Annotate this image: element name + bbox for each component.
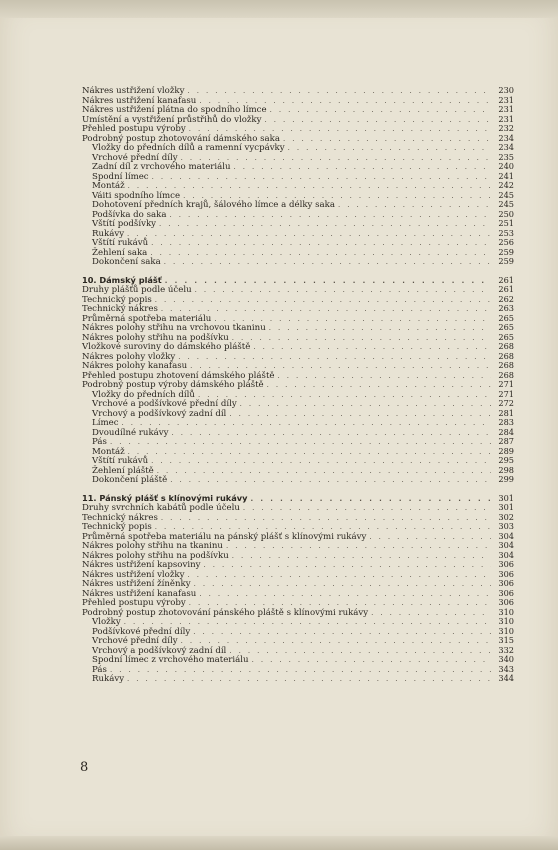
toc-entry-page: 303: [498, 521, 514, 531]
toc-entry: [82, 323, 514, 333]
toc-entry: [82, 105, 514, 115]
toc-entry-title: Nákres polohy vložky: [82, 351, 176, 362]
toc-entry: [82, 257, 514, 267]
toc-entry-title: Technický nákres: [82, 512, 158, 523]
toc-entry-page: 299: [498, 474, 514, 484]
toc-entry: [82, 608, 514, 618]
toc-entry: [82, 181, 514, 191]
toc-entry-title: Nákres ustřižení vložky: [82, 86, 185, 96]
page-top-edge: [0, 0, 558, 18]
toc-entry-title: Nákres ustřižení žíněnky: [82, 579, 191, 589]
toc-entry-page: 310: [498, 606, 514, 617]
toc-entry-page: 301: [498, 502, 514, 512]
toc-entry: [82, 466, 514, 476]
toc-entry-page: 256: [498, 237, 514, 247]
toc-entry-page: 343: [498, 663, 514, 674]
toc-entry: [82, 342, 514, 352]
toc-entry-page: 259: [498, 256, 514, 266]
toc-entry: [82, 248, 514, 258]
toc-entry: [82, 200, 514, 210]
toc-entry-title: Technický nákres: [82, 304, 158, 314]
toc-entry-title: Spodní límec z vrchového materiálu: [92, 655, 249, 665]
toc-entry-title: Pás: [92, 437, 107, 447]
toc-entry: [82, 285, 514, 295]
toc-entry-page: 262: [498, 293, 514, 304]
toc-entry-page: 268: [498, 369, 514, 380]
toc-entry-page: 259: [498, 246, 514, 257]
toc-entry: [82, 570, 514, 580]
toc-entry: [82, 447, 514, 457]
toc-entry-title: Nákres polohy střihu na vrchovou tkaninu: [82, 323, 266, 333]
toc-entry-title: Montáž: [92, 181, 125, 191]
toc-entry: [82, 617, 514, 627]
toc-entry: [82, 219, 514, 229]
toc-entry-page: 283: [498, 417, 514, 427]
toc-entry: [82, 541, 514, 551]
toc-entry-page: 231: [498, 104, 514, 114]
toc-entry: [82, 627, 514, 637]
toc-entry-title: Dvoudílné rukávy: [92, 427, 169, 438]
toc-entry-title: Nákres ustřižení kanafasu: [82, 588, 197, 599]
toc-entry: [82, 503, 514, 513]
toc-entry: [82, 428, 514, 438]
toc-entry-page: 261: [498, 284, 514, 294]
toc-entry-title: Nákres ustřižení plátna do spodního límce: [82, 105, 267, 115]
toc-entry-title: Vrchové přední díly: [92, 636, 178, 646]
toc-entry-title: Vložky do předních dílů a ramenní vycpávky: [92, 143, 285, 153]
toc-entry-title: Vštítí rukávů: [92, 456, 149, 466]
toc-entry-page: 304: [498, 549, 514, 560]
toc-entry: [82, 134, 514, 144]
toc-entry-page: 268: [498, 360, 514, 370]
toc-entry-title: Přehled postupu zhotovení dámského pláště: [82, 370, 275, 381]
toc-entry: [82, 646, 514, 656]
toc-entry-title: Dokončení pláště: [92, 475, 168, 485]
toc-entry-page: 306: [498, 578, 514, 588]
toc-entry: [82, 371, 514, 381]
toc-entry-title: Nákres polohy kanafasu: [82, 361, 188, 371]
toc-entry-page: 268: [498, 341, 514, 351]
toc-entry-title: Vložky do předních dílů: [92, 389, 195, 400]
toc-entry-page: 271: [498, 388, 514, 399]
toc-entry-page: 287: [498, 436, 514, 446]
toc-entry-page: 332: [498, 644, 514, 655]
toc-entry-title: Nákres ustřižení kanafasu: [82, 95, 197, 106]
toc-entry-page: 304: [498, 530, 514, 541]
toc-entry-title: Dokončení saka: [92, 257, 161, 267]
toc-entry-title: 10. Dámský plášť: [82, 274, 162, 285]
toc-entry: [82, 304, 514, 314]
toc-entry-page: 310: [498, 625, 514, 636]
toc-entry-page: 304: [498, 540, 514, 550]
toc-entry: [82, 551, 514, 561]
toc-entry-page: 240: [498, 161, 514, 171]
toc-entry: [82, 674, 514, 684]
toc-entry-page: 289: [498, 445, 514, 456]
toc-entry: [82, 579, 514, 589]
toc-entry: [82, 456, 514, 466]
table-of-contents: [82, 86, 514, 684]
toc-entry-page: 306: [498, 597, 514, 607]
dot-leader: [164, 258, 491, 268]
toc-entry-title: Zadní díl z vrchového materiálu: [92, 162, 231, 172]
toc-entry: [82, 172, 514, 182]
toc-entry: [82, 361, 514, 371]
dot-leader: [127, 675, 491, 685]
toc-entry: [82, 475, 514, 485]
toc-entry-page: 272: [498, 398, 514, 408]
toc-entry-title: Vložky: [92, 617, 121, 627]
toc-entry: [82, 655, 514, 665]
toc-entry-title: Vrchový a podšívkový zadní díl: [92, 408, 227, 419]
toc-entry-page: 310: [498, 616, 514, 626]
toc-entry-page: 265: [498, 312, 514, 323]
toc-entry: [82, 560, 514, 570]
toc-entry: [82, 143, 514, 153]
toc-entry-page: 261: [498, 274, 514, 285]
toc-entry: [82, 229, 514, 239]
toc-entry-title: Přehled postupu výroby: [82, 598, 186, 608]
toc-entry-page: 281: [498, 407, 514, 418]
toc-entry-title: Vrchový a podšívkový zadní díl: [92, 645, 227, 656]
toc-entry: [82, 399, 514, 409]
toc-entry-title: Nákres ustřižení vložky: [82, 569, 185, 580]
toc-entry-title: Technický popis: [82, 522, 152, 532]
toc-entry-title: Pás: [92, 664, 107, 675]
toc-entry-page: 265: [498, 322, 514, 332]
toc-entry-page: 241: [498, 170, 514, 181]
toc-entry-page: 251: [498, 218, 514, 228]
toc-entry-page: 306: [498, 568, 514, 579]
toc-entry: [82, 390, 514, 400]
toc-entry-title: Podšívkové přední díly: [92, 626, 191, 637]
toc-entry-title: Spodní límec: [92, 171, 149, 182]
toc-entry-page: 302: [498, 511, 514, 522]
toc-entry-title: Přehled postupu výroby: [82, 124, 186, 134]
toc-entry: [82, 513, 514, 523]
toc-entry: [82, 115, 514, 125]
toc-entry-page: 268: [498, 350, 514, 361]
toc-entry: [82, 333, 514, 343]
toc-entry: [82, 238, 514, 248]
page-number: 8: [80, 760, 89, 775]
toc-entry-page: 242: [498, 180, 514, 190]
toc-entry-title: Dohotovení předních krajů, šálového límce a délky saka: [92, 200, 335, 210]
toc-entry-page: 298: [498, 464, 514, 475]
toc-entry: [82, 522, 514, 532]
toc-entry-page: 344: [498, 673, 514, 683]
toc-entry-page: 340: [498, 654, 514, 664]
toc-entry: [82, 636, 514, 646]
toc-entry: [82, 589, 514, 599]
toc-entry-page: 253: [498, 227, 514, 238]
toc-entry-page: 271: [498, 379, 514, 389]
toc-entry-page: 295: [498, 455, 514, 465]
toc-entry-title: Umístění a vystřižení průstřihů do vložky: [82, 114, 262, 125]
toc-entry-page: 230: [498, 85, 514, 95]
toc-entry-page: 284: [498, 426, 514, 437]
toc-entry-title: Technický popis: [82, 294, 152, 305]
toc-entry: [82, 314, 514, 324]
toc-entry-title: Nákres polohy střihu na podšívku: [82, 332, 229, 343]
toc-entry-title: Nákres ustřižení kapsoviny: [82, 560, 201, 570]
toc-entry-page: 315: [498, 635, 514, 645]
toc-entry-title: 11. Pánský plášť s klínovými rukávy: [82, 492, 248, 503]
toc-entry-page: 245: [498, 199, 514, 209]
toc-entry: [82, 162, 514, 172]
toc-entry-title: Průměrná spotřeba materiálu: [82, 313, 212, 324]
toc-entry-title: Nákres polohy střihu na tkaninu: [82, 541, 223, 551]
toc-entry: [82, 96, 514, 106]
toc-entry: [82, 191, 514, 201]
toc-entry-page: 234: [498, 132, 514, 143]
toc-entry-title: Vrchové a podšívkové přední díly: [92, 399, 237, 409]
toc-entry-page: 232: [498, 123, 514, 133]
toc-entry: [82, 295, 514, 305]
toc-entry-title: Límec: [92, 418, 119, 428]
toc-entry: [82, 380, 514, 390]
toc-entry-title: Podrobný postup výroby dámského pláště: [82, 380, 264, 390]
toc-entry-page: 231: [498, 94, 514, 105]
toc-entry-title: Podrobný postup zhotovování dámského saka: [82, 133, 280, 144]
toc-entry: [82, 210, 514, 220]
toc-entry-title: Podšívka do saka: [92, 209, 167, 220]
toc-entry: [82, 409, 514, 419]
toc-entry: [82, 418, 514, 428]
toc-entry: [82, 665, 514, 675]
toc-entry-title: Nákres polohy střihu na podšívku: [82, 550, 229, 561]
toc-entry-title: Vložkové suroviny do dámského pláště: [82, 342, 251, 352]
toc-entry: [82, 598, 514, 608]
toc-entry-page: 301: [498, 492, 514, 503]
toc-entry-title: Vrchové přední díly: [92, 152, 178, 163]
toc-entry: [82, 532, 514, 542]
toc-chapter-heading: [82, 494, 514, 504]
toc-entry-title: Žehlení saka: [92, 247, 148, 258]
toc-entry-page: 263: [498, 303, 514, 313]
toc-entry-title: Montáž: [92, 446, 125, 457]
toc-entry-title: Průměrná spotřeba materiálu na pánský plášť s klínovými rukávy: [82, 531, 367, 542]
toc-entry-title: Rukávy: [92, 674, 125, 684]
toc-entry-title: Podrobný postup zhotovování pánského pláště s klínovými rukávy: [82, 607, 369, 618]
toc-entry-page: 250: [498, 208, 514, 219]
toc-entry: [82, 124, 514, 134]
toc-entry-page: 265: [498, 331, 514, 342]
toc-entry-title: Druhy svrchních kabátů podle účelu: [82, 503, 240, 513]
toc-entry-page: 234: [498, 142, 514, 152]
toc-entry-title: Rukávy: [92, 228, 125, 239]
toc-chapter-heading: [82, 276, 514, 286]
toc-entry-page: 235: [498, 151, 514, 162]
toc-entry: [82, 352, 514, 362]
toc-entry-title: Druhy plášťů podle účelu: [82, 285, 192, 295]
dot-leader: [170, 476, 491, 486]
toc-entry-page: 245: [498, 189, 514, 200]
toc-entry-title: Žehlení pláště: [92, 465, 154, 476]
toc-entry: [82, 153, 514, 163]
page-bottom-edge: [0, 836, 558, 850]
toc-entry: [82, 86, 514, 96]
toc-entry-page: 306: [498, 587, 514, 598]
toc-entry-title: Vštítí rukávů: [92, 238, 149, 248]
toc-entry-page: 231: [498, 113, 514, 124]
toc-entry-title: Váiti spodního límce: [92, 190, 181, 201]
toc-entry: [82, 437, 514, 447]
toc-entry-page: 306: [498, 559, 514, 569]
toc-entry-title: Vštítí podšívky: [92, 219, 157, 229]
